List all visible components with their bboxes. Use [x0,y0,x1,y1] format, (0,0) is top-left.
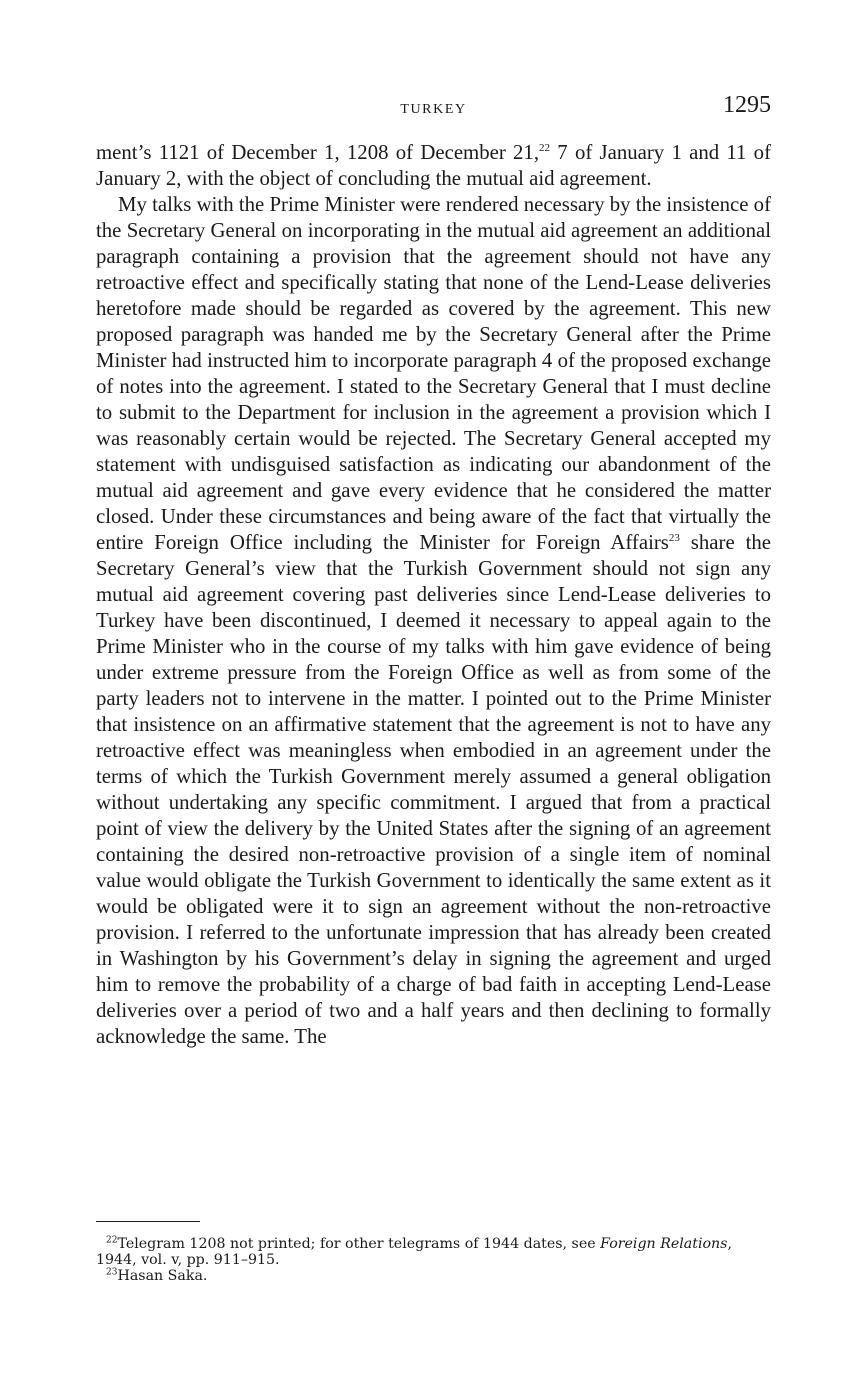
footnotes [96,1236,771,1284]
footnote-divider [96,1221,200,1222]
paragraph-text: My talks with the Prime Minister were rendered necessary by the insistence of the Secretary General on incorporating in the mutual aid agreement an additional paragraph containing a provision that the agreement should not have any retroactive effect and specifically stating that none of the Lend-Lease deliveries heretofore made should be regarded as covered by the agreement. This new proposed paragraph was handed me by the Secretary General after the Prime Minister had instructed him to incorporate paragraph 4 of the proposed exchange of notes into the agreement. I stated to the Secretary General that I must decline to submit to the Department for inclusion in the agreement a provision which I was reasonably certain would be rejected. The Secretary General accepted my statement with undisguised satisfaction as indicating our abandonment of the mutual aid agreement and gave every evidence that he considered the matter closed. Under these circumstances and being aware of the fact that virtually the entire Foreign Office including the Minister for Foreign Affairs [96,193,771,554]
footnote-22 [96,1236,771,1268]
footnote-text: , 1944, vol. v, pp. 911–915. [96,1236,732,1268]
footnote-mark: 23 [106,1267,118,1278]
footnote-ref: 23 [668,532,680,545]
footnote-title: Foreign Relations [600,1236,728,1252]
paragraph [96,192,771,1050]
page-header [96,92,771,126]
footnote-text: Hasan Saka. [117,1268,208,1284]
footnote-text: Telegram 1208 not printed; for other telegrams of 1944 dates, see [117,1236,601,1252]
body-text [96,140,771,1050]
paragraph-continuation [96,140,771,192]
running-title: TURKEY [400,102,467,117]
footnote-mark: 22 [106,1235,118,1246]
footnote-ref: 22 [539,142,551,155]
page-number: 1295 [723,92,771,118]
paragraph-text: 7 of January 1 and 11 of January 2, with the object of concluding the mutual aid agreement. [96,141,772,190]
paragraph-text: ment’s 1121 of December 1, 1208 of December 21, [96,141,540,164]
paragraph-text: share the Secretary General’s view that the Turkish Government should not sign any mutual aid agreement covering past deliveries since Lend-Lease deliveries to Turkey have been discontinued, I deemed it necessary to appeal again to the Prime Minister who in the course of my talks with him gave evidence of being under extreme pressure from the Foreign Office as well as from some of the party leaders not to intervene in the matter. I pointed out to the Prime Minister that insistence on an affirmative statement that the agreement is not to have any retroactive effect was meaningless when embodied in an agreement under the terms of which the Turkish Government merely assumed a general obligation without undertaking any specific commitment. I argued that from a practical point of view the delivery by the United States after the signing of an agreement containing the desired non-retroactive provision of a single item of nominal value would obligate the Turkish Government to identically the same extent as it would be obligated were it to sign an agreement without the non-retroactive provision. I referred to the unfortunate impression that has already been created in Washington by his Government’s delay in signing the agreement and urged him to remove the probability of a charge of bad faith in accepting Lend-Lease deliveries over a period of two and a half years and then declining to formally acknowledge the same. The [96,531,771,1048]
footnote-23 [96,1268,771,1284]
